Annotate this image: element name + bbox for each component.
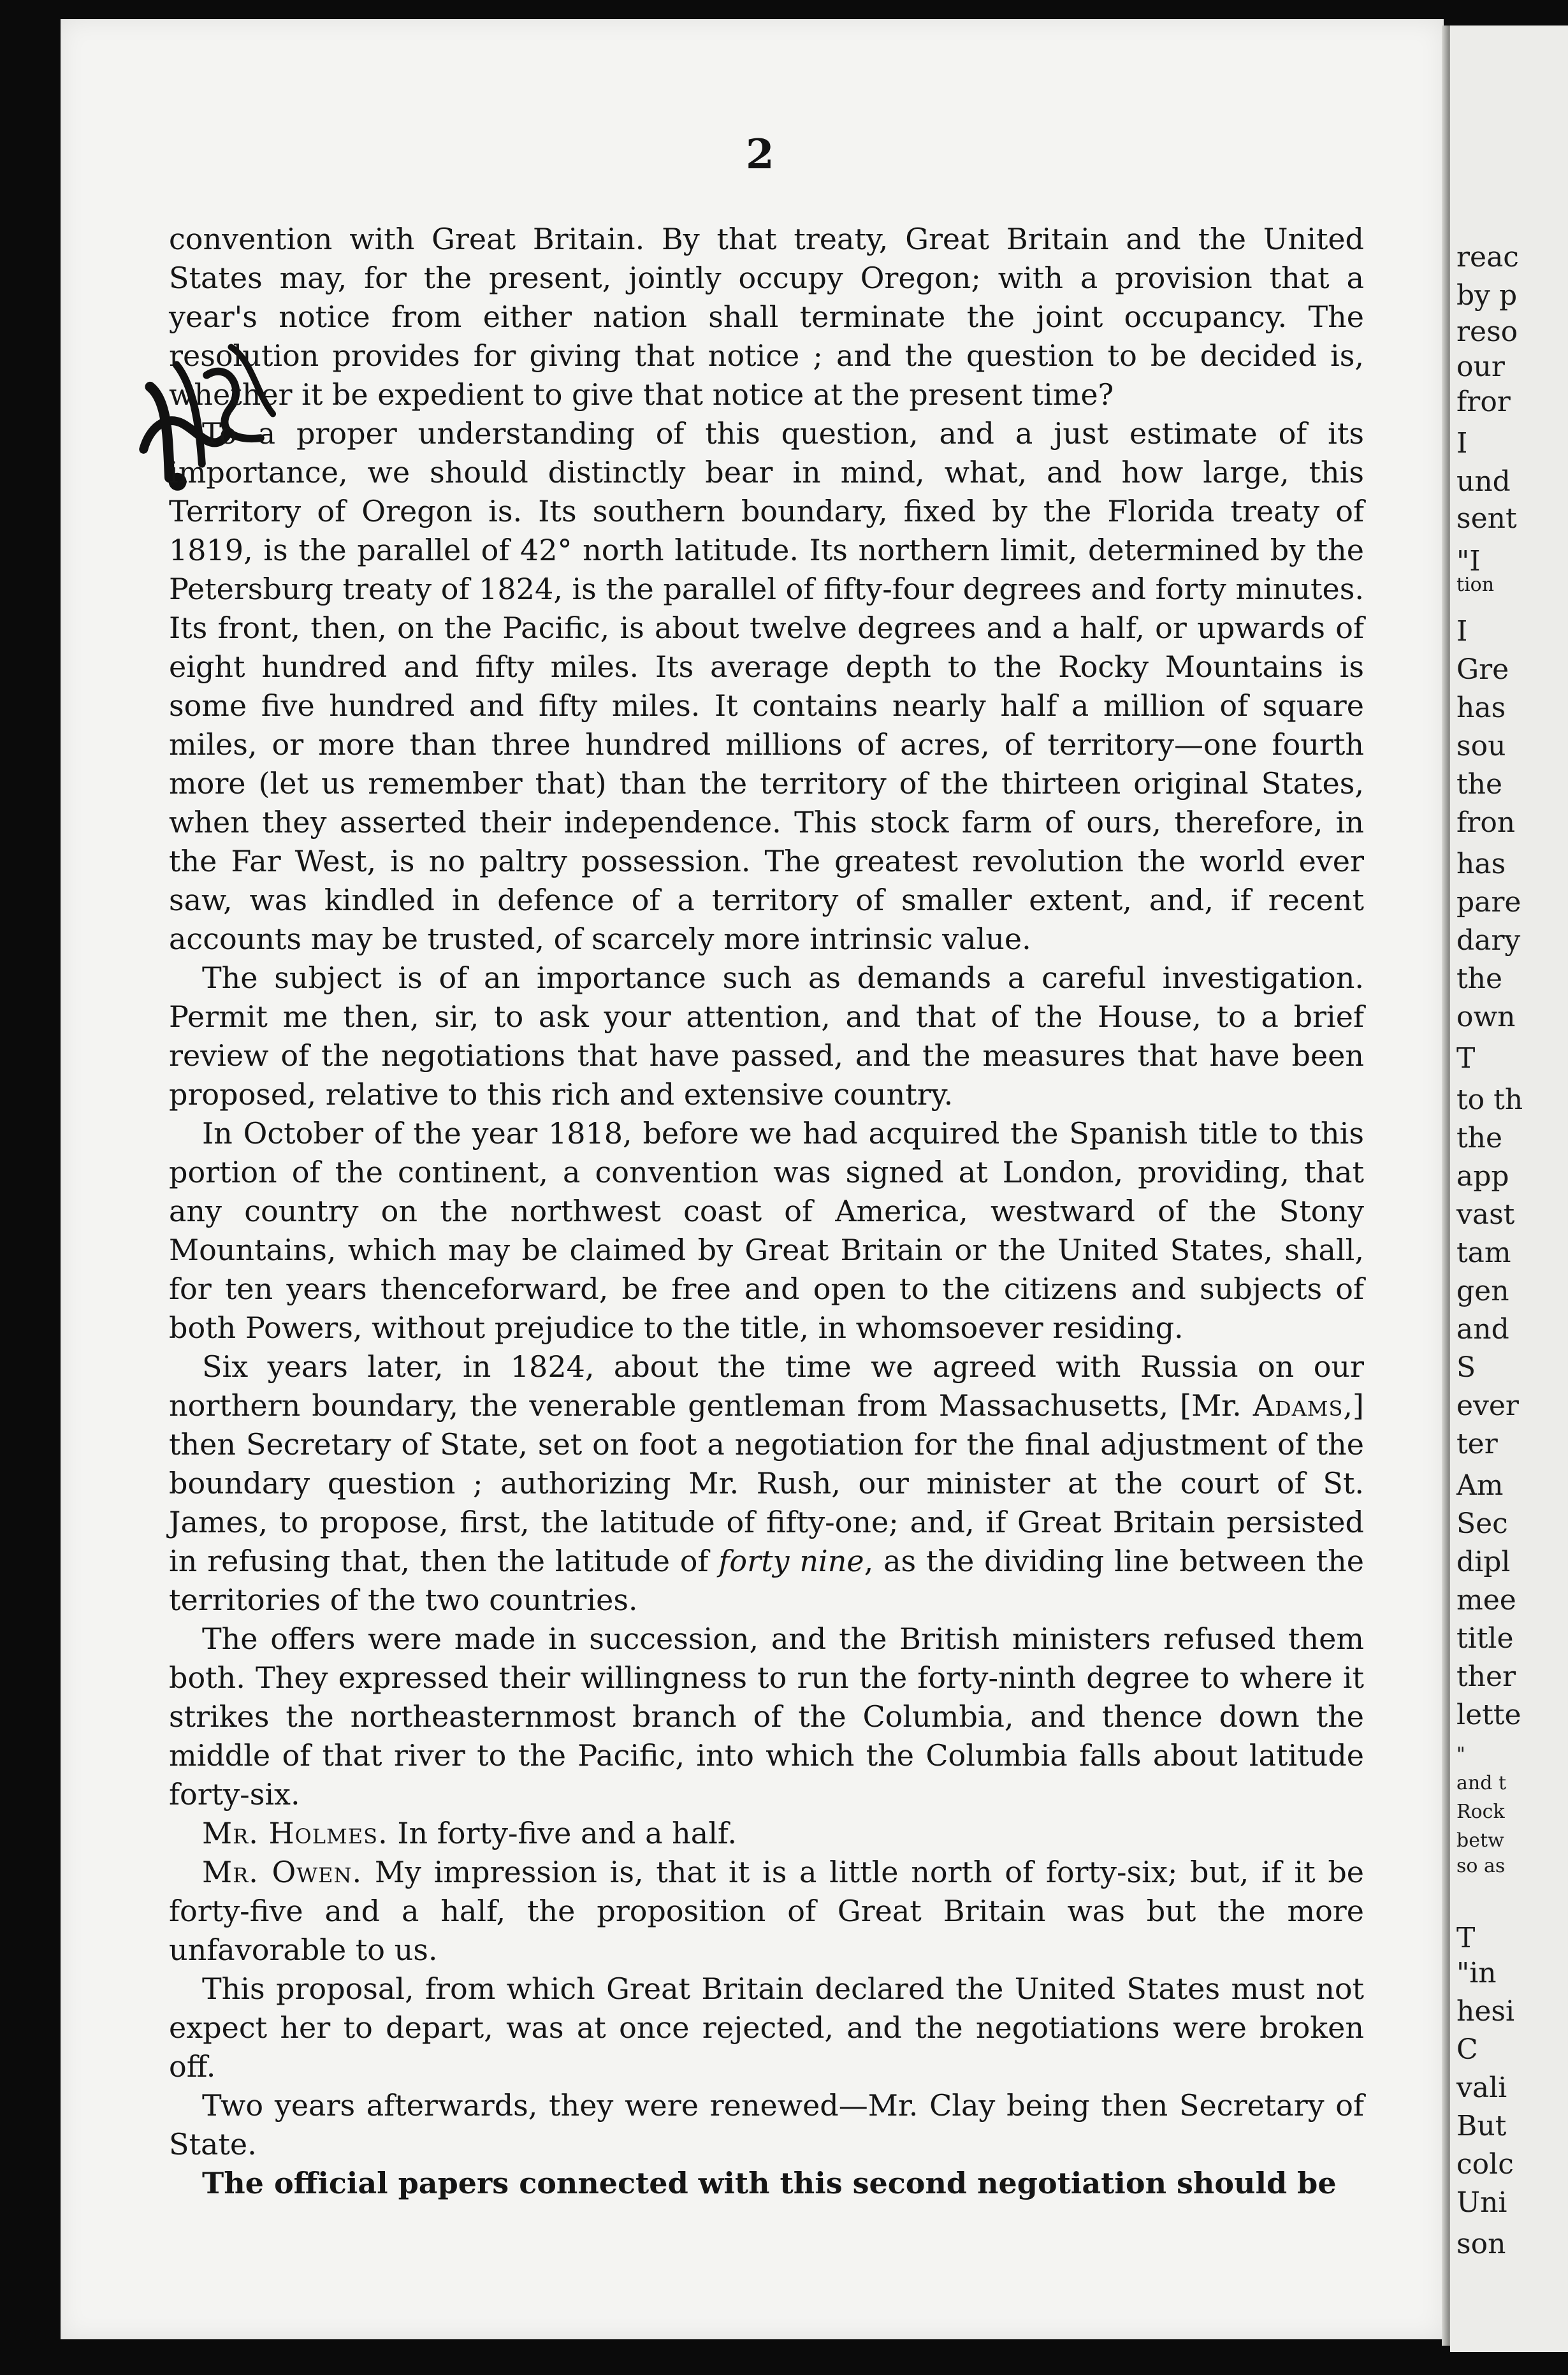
facing-page-edge <box>1450 25 1568 2352</box>
paragraph-7 <box>169 1814 1364 1853</box>
facing-page-line: mee <box>1456 1584 1516 1616</box>
facing-page-line: T <box>1456 1922 1476 1954</box>
facing-page-line: and <box>1456 1313 1509 1346</box>
facing-page-line: sent <box>1456 502 1517 535</box>
paragraph-text: In forty-five and a half. <box>388 1816 737 1850</box>
facing-page-line: I <box>1456 615 1468 648</box>
paragraph-text: In October of the year 1818, before we had acquired the Spanish title to this portion of the continent, a convention was signed at London, providing, that any country on the northwest coast of America, westward of the Stony Mountains, which may be claimed by Great Britain or the United States, shall, for ten years thenceforward, be free and open to the citizens and subjects of both Powers, without prejudice to the title, in whomsoever residing. <box>169 1116 1364 1345</box>
facing-page-line: son <box>1456 2228 1506 2260</box>
page-number: 2 <box>746 131 774 178</box>
facing-page-line: Gre <box>1456 653 1509 686</box>
paragraph-text: The official papers connected with this second negotiation should be <box>202 2166 1337 2200</box>
paragraph-2 <box>169 414 1364 959</box>
facing-page-line: title <box>1456 1622 1514 1655</box>
facing-page-line: Uni <box>1456 2186 1507 2219</box>
facing-page-line: S <box>1456 1351 1476 1384</box>
facing-page-line: " <box>1456 1743 1465 1766</box>
facing-page-line: T <box>1456 1042 1476 1075</box>
facing-page-line: the <box>1456 1122 1503 1154</box>
facing-page-line: dipl <box>1456 1546 1511 1578</box>
body-text <box>169 220 1364 2203</box>
facing-page-line: the <box>1456 962 1503 995</box>
facing-page-line: ther <box>1456 1660 1516 1693</box>
facing-page-line: I <box>1456 427 1468 460</box>
paragraph-text: This proposal, from which Great Britain declared the United States must not expect her to depart, was at once rejected, and the negotiations were broken off. <box>169 1972 1364 2084</box>
facing-page-line: betw <box>1456 1829 1504 1852</box>
facing-page-line: so as <box>1456 1855 1506 1877</box>
facing-page-line: But <box>1456 2110 1507 2142</box>
paragraph-text: ,] then Secretary of State, set on foot a negotiation for the final adjustment of the boundary question ; authorizing Mr. Rush, our minister at the court of St. James, to propose, first, the latitude of fifty-one; and, if Great Britain persisted in refusing that, then the latitude of <box>169 1388 1364 1578</box>
facing-page-line: the <box>1456 768 1503 801</box>
facing-page-line: hesi <box>1456 1995 1515 2028</box>
facing-page-line: fron <box>1456 806 1516 839</box>
paragraph-5 <box>169 1347 1364 1620</box>
paragraph-text: To a proper understanding of this question, and a just estimate of its importance, we should distinctly bear in mind, what, and how large, this Territory of Oregon is. Its southern boundary, fixed by the Florida treaty of 1819, is the parallel of 42° north latitude. Its northern limit, determined by the Petersburg treaty of 1824, is the parallel of fifty-four degrees and forty minutes. Its front, then, on the Pacific, is about twelve degrees and a half, or upwards of eight hundred and fifty miles. Its average depth to the Rocky Mountains is some five hundred and fifty miles. It contains nearly half a million of square miles, or more than three hundred millions of acres, of territory—one fourth more (let us remember that) than the territory of the thirteen original States, when they asserted their independence. This stock farm of ours, therefore, in the Far West, is no paltry possession. The greatest revolution the world ever saw, was kindled in defence of a territory of smaller extent, and, if recent accounts may be trusted, of scarcely more intrinsic value. <box>169 416 1364 956</box>
paragraph-9 <box>169 1970 1364 2086</box>
facing-page-line: gen <box>1456 1275 1509 1307</box>
paragraph-text: forty nine <box>718 1544 864 1578</box>
facing-page-line: tion <box>1456 574 1495 596</box>
paragraph-text: Mr. Owen. <box>202 1855 363 1889</box>
facing-page-line: "I <box>1456 545 1481 577</box>
facing-page-line: ter <box>1456 1428 1498 1460</box>
facing-page-line: has <box>1456 848 1506 880</box>
facing-page-line: dary <box>1456 924 1521 957</box>
paragraph-text: convention with Great Britain. By that treaty, Great Britain and the United States may, for the present, jointly occupy Oregon; with a provision that a year's notice from either nation shall terminate the joint occupancy. The resolution provides for giving that notice ; and the question to be decided is, whether it be expedient to give that notice at the present time? <box>169 222 1364 412</box>
facing-page-line: reso <box>1456 316 1518 348</box>
facing-page-line: pare <box>1456 886 1521 919</box>
paragraph-text: Six years later, in 1824, about the time we agreed with Russia on our northern boundary, the venerable gentleman from Massachusetts, [Mr. <box>169 1349 1364 1423</box>
paragraph-text: The subject is of an importance such as demands a careful investigation. Permit me then, sir, to ask your attention, and that of the House, to a brief review of the negotiations that have passed, and the measures that have been proposed, relative to this rich and extensive country. <box>169 961 1364 1112</box>
paragraph-11 <box>169 2164 1364 2203</box>
paragraph-1 <box>169 220 1364 414</box>
facing-page-line: C <box>1456 2033 1478 2066</box>
paragraph-text: My impression is, that it is a little north of forty-six; but, if it be forty-five and a half, the proposition of Great Britain was but the more unfavorable to us. <box>169 1855 1364 1967</box>
paragraph-4 <box>169 1114 1364 1347</box>
paragraph-text: The offers were made in succession, and the British ministers refused them both. They expressed their willingness to run the forty-ninth degree to where it strikes the northeasternmost branch of the Columbia, and thence down the middle of that river to the Pacific, into which the Columbia falls about latitude forty-six. <box>169 1622 1364 1812</box>
facing-page-line: vali <box>1456 2072 1507 2104</box>
facing-page-line: app <box>1456 1160 1509 1193</box>
paragraph-text: Two years afterwards, they were renewed—Mr. Clay being then Secretary of State. <box>169 2088 1364 2161</box>
facing-page-line: to th <box>1456 1084 1523 1116</box>
facing-page-line: ever <box>1456 1390 1519 1422</box>
paragraph-8 <box>169 1853 1364 1970</box>
paragraph-6 <box>169 1620 1364 1814</box>
facing-page-line: Sec <box>1456 1507 1508 1540</box>
facing-page-line: and t <box>1456 1772 1507 1794</box>
paragraph-3 <box>169 959 1364 1114</box>
facing-page-line: by p <box>1456 279 1518 312</box>
facing-page-line: vast <box>1456 1198 1515 1231</box>
facing-page-line: und <box>1456 465 1511 498</box>
facing-page-line: fror <box>1456 386 1511 418</box>
facing-page-line: reac <box>1456 241 1519 273</box>
facing-page-line: "in <box>1456 1957 1497 1989</box>
facing-page-line: has <box>1456 692 1506 724</box>
facing-page-line: lette <box>1456 1699 1521 1731</box>
paragraph-text: Adams <box>1252 1388 1344 1423</box>
paragraph-text: , as the dividing line between the territories of the two countries. <box>169 1544 1365 1617</box>
paragraph-10 <box>169 2086 1364 2164</box>
facing-page-line: colc <box>1456 2148 1514 2181</box>
facing-page-line: sou <box>1456 730 1506 762</box>
paragraph-text: Mr. Holmes. <box>202 1816 388 1850</box>
facing-page-line: Am <box>1456 1469 1504 1502</box>
facing-page-line: tam <box>1456 1237 1511 1269</box>
facing-page-line: Rock <box>1456 1801 1505 1823</box>
facing-page-line: our <box>1456 351 1505 383</box>
facing-page-line: own <box>1456 1001 1516 1033</box>
